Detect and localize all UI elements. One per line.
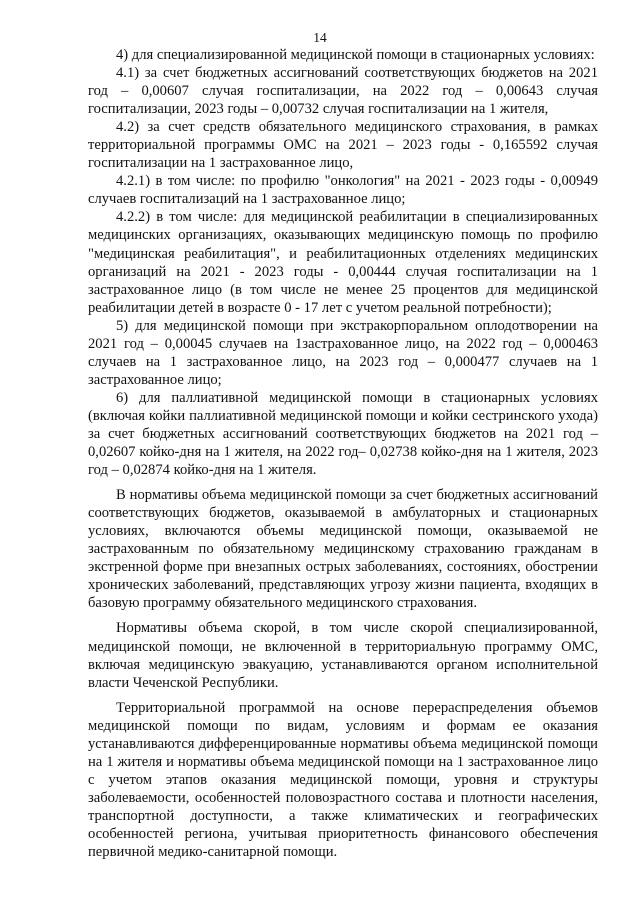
paragraph-item-4-1: 4.1) за счет бюджетных ассигнований соответствующих бюджетов на 2021 год – 0,00607 случая госпитализации, на 2022 год – 0,00643 случая госпитализации, 2023 годы – 0,00732 случая госпитализации на 1 жителя, xyxy=(88,65,598,118)
paragraph-item-5: 5) для медицинской помощи при экстракорпоральном оплодотворении на 2021 год – 0,00045 случаев на 1застрахованное лицо, на 2022 год – 0,000463 случаев на 1 застрахованное лицо, на 2023 год – 0,000477 случаев на 1 застрахованное лицо; xyxy=(88,317,598,388)
paragraph-budget-volume-standards: В нормативы объема медицинской помощи за счет бюджетных ассигнований соответствующих бюджетов, оказываемой в амбулаторных и стационарных условиях, включаются объемы медицинской помощи, оказываемой не застрахованным по обязательному медицинскому страхованию гражданам в экстренной форме при внезапных острых заболеваниях, состояниях, обострении хронических заболеваний, представляющих угрозу жизни пациента, входящих в базовую программу обязательного медицинского страхования. xyxy=(88,487,598,612)
paragraph-item-4-2: 4.2) за счет средств обязательного медицинского страхования, в рамках территориальной программы ОМС на 2021 – 2023 годы - 0,165592 случая госпитализации на 1 застрахованное лицо, xyxy=(88,119,598,172)
paragraph-item-6: 6) для паллиативной медицинской помощи в стационарных условиях (включая койки паллиативной медицинской помощи и койки сестринского ухода) за счет бюджетных ассигнований соответствующих бюджетов на 2021 год – 0,02607 койко-дня на 1 жителя, на 2022 год– 0,02738 койко-дня на 1 жителя, 2023 год – 0,02874 койко-дня на 1 жителя. xyxy=(88,389,598,479)
paragraph-differentiated-standards: Территориальной программой на основе перераспределения объемов медицинской помощи по видам, условиям и формам ее оказания устанавливаются дифференцированные нормативы объема медицинской помощи на 1 жителя и нормативы объема медицинской помощи на 1 застрахованное лицо с учетом этапов оказания медицинской помощи, уровня и структуры заболеваемости, особенностей половозрастного состава и плотности населения, транспортной доступности, а также климатических и географических особенностей региона, учитывая приоритетность финансового обеспечения первичной медико-санитарной помощи. xyxy=(88,699,598,861)
paragraph-emergency-care-standards: Нормативы объема скорой, в том числе скорой специализированной, медицинской помощи, не включенной в территориальную программу ОМС, включая медицинскую эвакуацию, устанавливаются органом исполнительной власти Чеченской Республики. xyxy=(88,620,598,691)
page-number: 14 xyxy=(313,30,327,45)
paragraph-item-4: 4) для специализированной медицинской помощи в стационарных условиях: xyxy=(116,47,595,63)
paragraph-item-4-2-1: 4.2.1) в том числе: по профилю "онкология" на 2021 - 2023 годы - 0,00949 случаев госпитализаций на 1 застрахованное лицо; xyxy=(88,173,598,208)
paragraph-item-4-2-2: 4.2.2) в том числе: для медицинской реабилитации в специализированных медицинских организациях, оказывающих медицинскую помощь по профилю "медицинская реабилитация", и реабилитационных отделениях медицинских организаций на 2021 - 2023 годы - 0,00444 случая госпитализации на 1 застрахованное лицо (в том числе не менее 25 процентов для медицинской реабилитации детей в возрасте 0 - 17 лет с учетом реальной потребности); xyxy=(88,209,598,316)
document-body xyxy=(88,46,598,861)
